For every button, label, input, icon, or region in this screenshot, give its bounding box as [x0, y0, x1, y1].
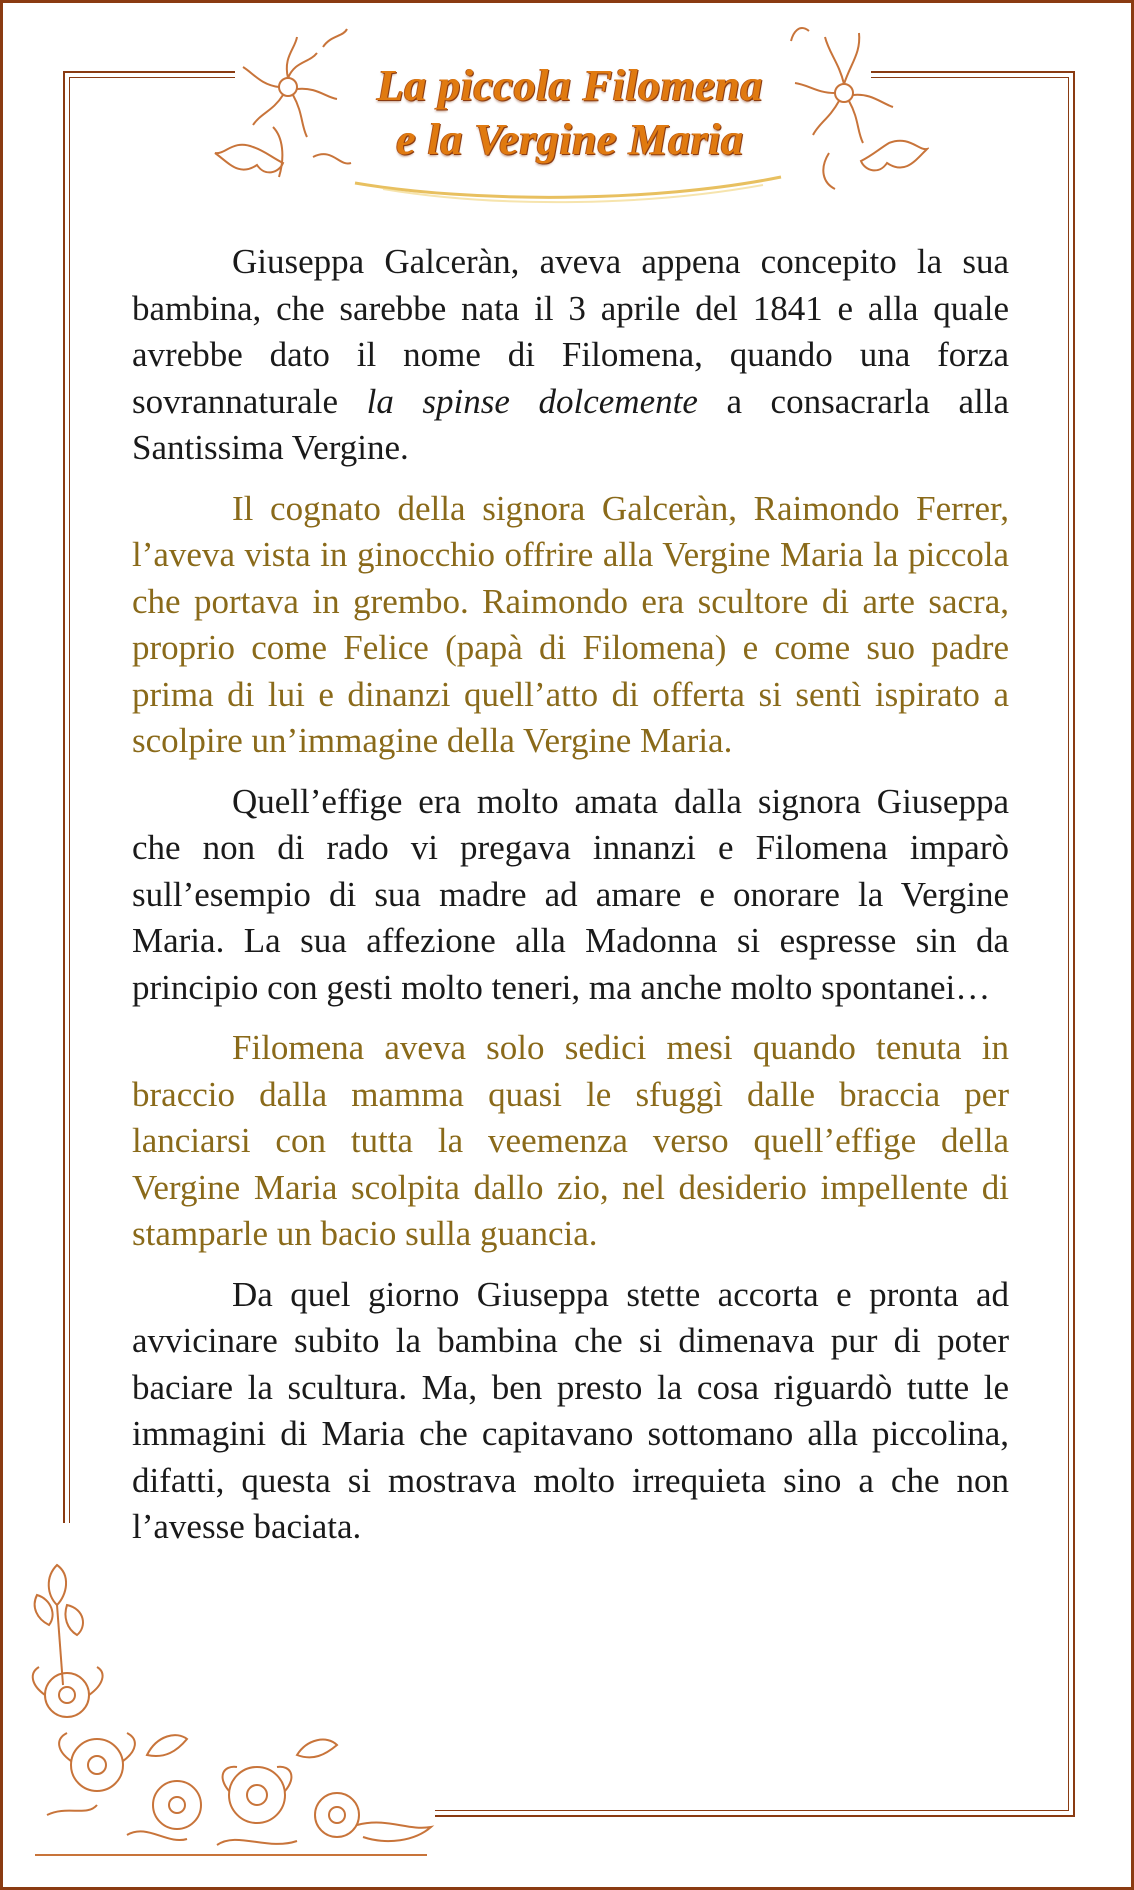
paragraph-text-after-emphasis: a consacrarla alla Santissima Vergine. [132, 381, 1009, 467]
paragraph-emphasis: la spinse dolcemente [366, 381, 698, 421]
paragraph: Da quel giorno Giuseppa stette accorta e pronta ad avvicinare subito la bambina che si dimenava pur di poter baciare la scultura. Ma, ben presto la cosa riguardò tutte le immagini di Maria che capitavano sottomano alla piccolina, difatti, questa si mostrava molto irrequieta sino a che non l’avesse baciata. [132, 1274, 1009, 1546]
title-banner [343, 59, 797, 167]
paragraph [132, 239, 1009, 472]
paragraph: Il cognato della signora Galceràn, Raimondo Ferrer, l’aveva vista in ginocchio offrire alla Vergine Maria la piccola che portava in grembo. Raimondo era scultore di arte sacra, proprio come Felice (papà di Filomena) e come suo padre prima di lui e dinanzi quell’atto di offerta si sentì ispirato a scolpire un’immagine della Vergine Maria. [132, 488, 1009, 760]
title-underline-swash [353, 173, 783, 207]
floral-ornament-icon [213, 27, 353, 187]
story-text [132, 239, 1009, 1565]
title-line-1: La piccola Filomena [377, 61, 763, 110]
title-line-2: e la Vergine Maria [396, 115, 744, 164]
paragraph: Quell’effige era molto amata dalla signora Giuseppa che non di rado vi pregava innanzi e Filomena imparò sull’esempio di sua madre ad amare e onorare la Vergine Maria. La sua affezione alla Madonna si espresse sin da principio con gesti molto teneri, ma anche molto spontanei… [132, 781, 1009, 1007]
floral-ornament-icon [27, 1555, 437, 1865]
paragraph-text-before-emphasis: Giuseppa Galceràn, aveva appena concepito la sua bambina, che sarebbe nata il 3 aprile del 1841 e alla quale avrebbe dato il nome di Filomena, quando una forza sovrannaturale [132, 242, 1009, 421]
floral-ornament-icon [789, 23, 929, 193]
paragraph: Filomena aveva solo sedici mesi quando tenuta in braccio dalla mamma quasi le sfuggì dalle braccia per lanciarsi con tutta la veemenza verso quell’effige della Vergine Maria scolpita dallo zio, nel desiderio impellente di stamparle un bacio sulla guancia. [132, 1028, 1009, 1253]
